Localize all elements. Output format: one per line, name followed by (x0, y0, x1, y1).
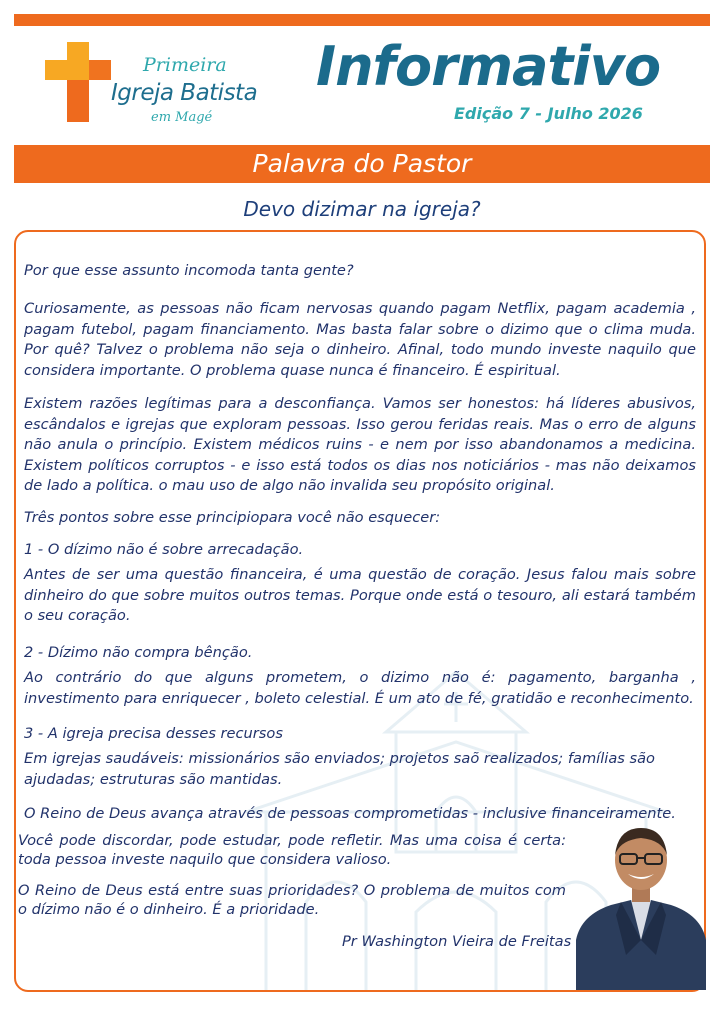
closing-paragraph-1: Você pode discordar, pode estudar, pode refletir. Mas uma coisa é certa: toda pessoa investe naquilo que considera valioso. (18, 832, 566, 868)
point-3-text: Em igrejas saudáveis: missionários são enviados; projetos saõ realizados; famílias são ajudadas; estruturas são mantidas. (24, 750, 655, 788)
section-banner: Palavra do Pastor (14, 145, 710, 183)
point-1-text: Antes de ser uma questão financeira, é uma questão de coração. Jesus falou mais sobre dinheiro do que sobre muitos outros temas. Porque onde está o tesouro, ali estará também o seu coração. (24, 566, 696, 624)
newsletter-title: Informativo (316, 35, 661, 98)
point-2-heading: 2 - Dízimo não compra bênção. (24, 644, 253, 661)
paragraph-1: Curiosamente, as pessoas não ficam nervosas quando pagam Netflix, pagam academia , pagam futebol, pagam financiamento. Mas basta falar sobre o dizimo que o clima muda. Por quê? Talvez o problema não seja o dinheiro. Afinal, todo mundo investe naquilo que considera importante. O problema quase nunca é financeiro. É espiritual. (24, 300, 696, 379)
point-1-heading: 1 - O dízimo não é sobre arrecadação. (24, 541, 304, 558)
edition-label: Edição 7 - Julho 2026 (454, 104, 643, 123)
pastor-signature: Pr Washington Vieira de Freitas (342, 933, 572, 950)
logo-line-city: em Magé (151, 110, 213, 125)
point-3-heading: 3 - A igreja precisa desses recursos (24, 725, 283, 742)
article-subtitle: Devo dizimar na igreja? (243, 197, 481, 221)
logo-line-primeira: Primeira (143, 54, 227, 76)
church-logo (45, 42, 275, 132)
closing-paragraph-2: O Reino de Deus está entre suas prioridades? O problema de muitos com o dízimo não é o dinheiro. É a prioridade. (18, 882, 566, 918)
logo-line-church-name: Igreja Batista (111, 80, 258, 106)
top-accent-bar (14, 14, 710, 26)
masthead (316, 35, 661, 123)
points-intro: Três pontos sobre esse principiopara você não esquecer: (24, 509, 441, 526)
pastor-portrait-icon (576, 820, 706, 990)
point-2-text: Ao contrário do que alguns prometem, o dizimo não é: pagamento, barganha , investimento para enriquecer , boleto celestial. É um ato de fé, gratidão e reconhecimento. (24, 669, 696, 707)
paragraph-2: Existem razões legítimas para a desconfiança. Vamos ser honestos: há líderes abusivos, escândalos e igrejas que exploram pessoas. Isso gerou feridas reais. Mas o erro de alguns não anula o princípio. Existem médicos ruins - e nem por isso abandonamos a medicina. Existem políticos corruptos - e isso está todos os dias nos noticiários - mas não deixamos de lado a política. o mau uso de algo não invalida seu propósito original. (24, 395, 696, 494)
cross-icon (45, 42, 115, 122)
intro-question: Por que esse assunto incomoda tanta gente? (24, 262, 354, 279)
kingdom-statement: O Reino de Deus avança através de pessoas comprometidas - inclusive financeiramente. (24, 805, 676, 822)
